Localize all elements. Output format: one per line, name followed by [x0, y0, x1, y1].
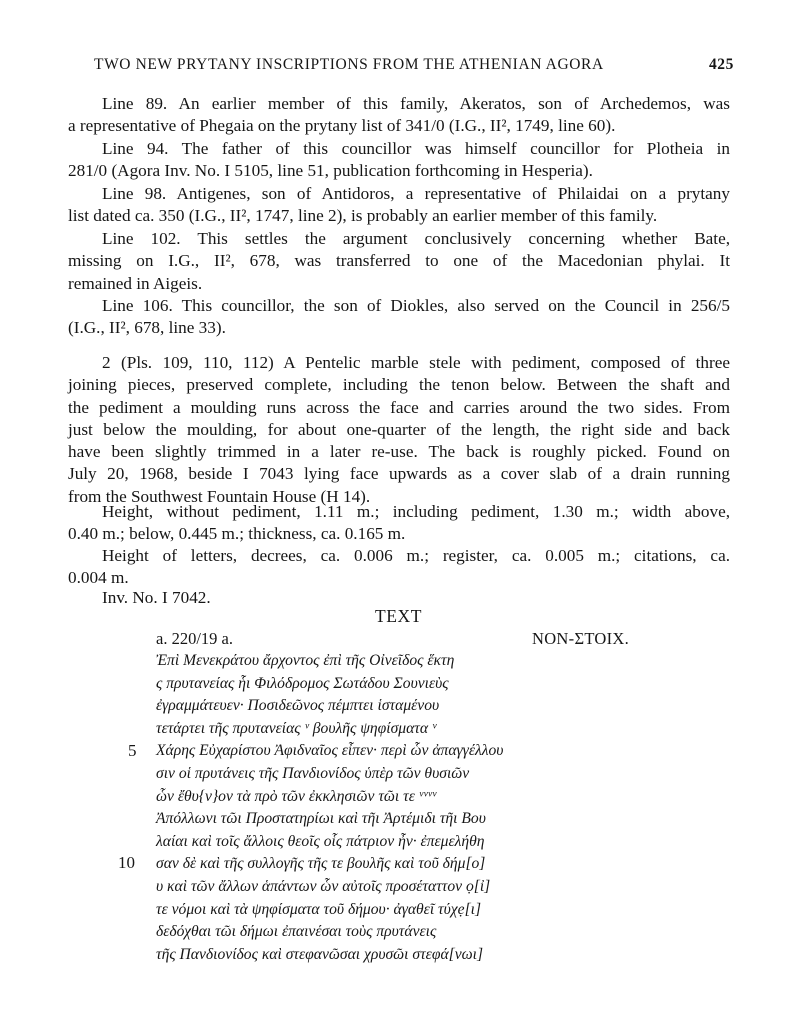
text-line: Inv. No. I 7042.: [102, 588, 211, 607]
text-line: joining pieces, preserved complete, including the tenon below. Between the shaft and: [68, 375, 730, 395]
text-line: missing on I.G., II², 678, was transferred to one of the Macedonian phylai. It: [68, 251, 730, 271]
inscription-line: δεδόχθαι τῶι δήμωι ἐπαινέσαι τοὺς πρυτάνεις: [156, 923, 437, 941]
stele-description: [68, 352, 730, 508]
inscription-line: υ καὶ τῶν ἄλλων ἁπάντων ὧν αὐτοῖς προσέταττον ọ[ἰ]: [156, 877, 491, 895]
text-line: have been slightly trimmed in a later re-use. The back is roughly picked. Found on: [68, 442, 730, 462]
running-head: [68, 56, 736, 78]
inscription-date: a. 220/19 a.: [156, 629, 233, 648]
inscription-line: ς πρυτανείας ἧι Φιλόδρομος Σωτάδου Σουνιεὺς: [156, 674, 449, 692]
commentary-line-98: [68, 183, 730, 228]
text-line: the pediment a moulding runs across the face and carries around the two sides. From: [68, 397, 730, 417]
text-line: Height of letters, decrees, ca. 0.006 m.; register, ca. 0.005 m.; citations, ca.: [102, 546, 730, 565]
greek-inscription: [156, 650, 596, 966]
text-line: Line 89. An earlier member of this family, Akeratos, son of Archedemos, was: [102, 94, 730, 113]
text-line: Line 94. The father of this councillor was himself councillor for Plotheia in: [102, 139, 730, 158]
text-line: a representative of Phegaia on the prytany list of 341/0 (I.G., II², 1749, line 60).: [68, 116, 616, 136]
text-line: (I.G., II², 678, line 33).: [68, 318, 226, 338]
inscription-line: ἐγραμμάτευεν· Ποσιδεῶνος πέμπτει ἱσταμένου: [156, 697, 440, 715]
text-line: Height, without pediment, 1.11 m.; including pediment, 1.30 m.; width above,: [102, 502, 730, 521]
inscription-line: Ἐπὶ Μενεκράτου ἄρχοντος ἐπὶ τῆς Οἰνεῖδος ἕκτη: [156, 652, 455, 669]
inscription-line: τῆς Πανδιονίδος καὶ στεφανῶσαι χρυσῶι στεφά[νωι]: [156, 945, 484, 963]
text-line: 2 (Pls. 109, 110, 112) A Pentelic marble stele with pediment, composed of three: [102, 353, 730, 372]
text-line: Line 106. This councillor, the son of Diokles, also served on the Council in 256/5: [102, 296, 730, 315]
inscription-line: ὧν ἔθυ{ν}ον τὰ πρὸ τῶν ἐκκλησιῶν τῶι τε ᵛᵛᵛᵛ: [156, 787, 437, 805]
letter-heights: [68, 545, 730, 590]
text-line: July 20, 1968, beside I 7043 lying face upwards as a cover slab of a drain running: [68, 464, 730, 484]
inscription-line: λαίαι καὶ τοῖς ἄλλοις θεοῖς οἷς πάτριον ἦν· ἐπεμελήθη: [156, 832, 485, 850]
running-title: TWO NEW PRYTANY INSCRIPTIONS FROM THE ATHENIAN AGORA: [94, 56, 604, 73]
dimensions: [68, 501, 730, 546]
text-line: Line 98. Antigenes, son of Antidoros, a representative of Philaidai on a prytany: [102, 184, 730, 203]
inscription-line: σιν οἱ πρυτάνεις τῆς Πανδιονίδος ὑπὲρ τῶν θυσιῶν: [156, 764, 470, 782]
text-heading: TEXT: [374, 606, 423, 626]
text-line: remained in Aigeis.: [68, 273, 203, 293]
inscription-line: σαν δὲ καὶ τῆς συλλογῆς τῆς τε βουλῆς καὶ τοῦ δήμ[ο]: [156, 855, 486, 873]
inscription-line: τε νόμοι καὶ τὰ ψηφίσματα τοῦ δήμου· ἀγαθεῖ τύχẹ[ι]: [156, 900, 482, 918]
text-line: just below the moulding, for about one-quarter of the length, the right side and back: [68, 419, 730, 439]
text-line: 0.40 m.; below, 0.445 m.; thickness, ca. 0.165 m.: [68, 524, 406, 544]
inscription-style: NON-ΣΤΟΙΧ.: [532, 629, 630, 648]
inscription-line: τετάρτει τῆς πρυτανείας ᵛ βουλῆς ψηφίσματα ᵛ: [156, 719, 437, 737]
commentary-line-89: [68, 93, 730, 138]
commentary-line-94: [68, 138, 730, 183]
page-number: 425: [708, 56, 734, 73]
line-number: 5: [128, 741, 137, 760]
text-line: 281/0 (Agora Inv. No. I 5105, line 51, publication forthcoming in Hesperia).: [68, 161, 593, 181]
inscription-line: Ἀπόλλωνι τῶι Προστατηρίωι καὶ τῆι Ἀρτέμιδι τῆι Βου: [156, 810, 486, 828]
text-line: list dated ca. 350 (I.G., II², 1747, line 2), is probably an earlier member of this family.: [68, 206, 658, 226]
text-line: Line 102. This settles the argument conclusively concerning whether Bate,: [102, 229, 730, 248]
commentary-line-106: [68, 295, 730, 340]
commentary-line-102: [68, 228, 730, 295]
text-line: from the Southwest Fountain House (H 14).: [68, 486, 371, 506]
line-number: 10: [118, 853, 135, 872]
text-line: 0.004 m.: [68, 568, 129, 588]
inscription-line: Χάρης Εὐχαρίστου Ἀφιδναῖος εἶπεν· περὶ ὧν ἀπαγγέλλου: [156, 742, 504, 760]
